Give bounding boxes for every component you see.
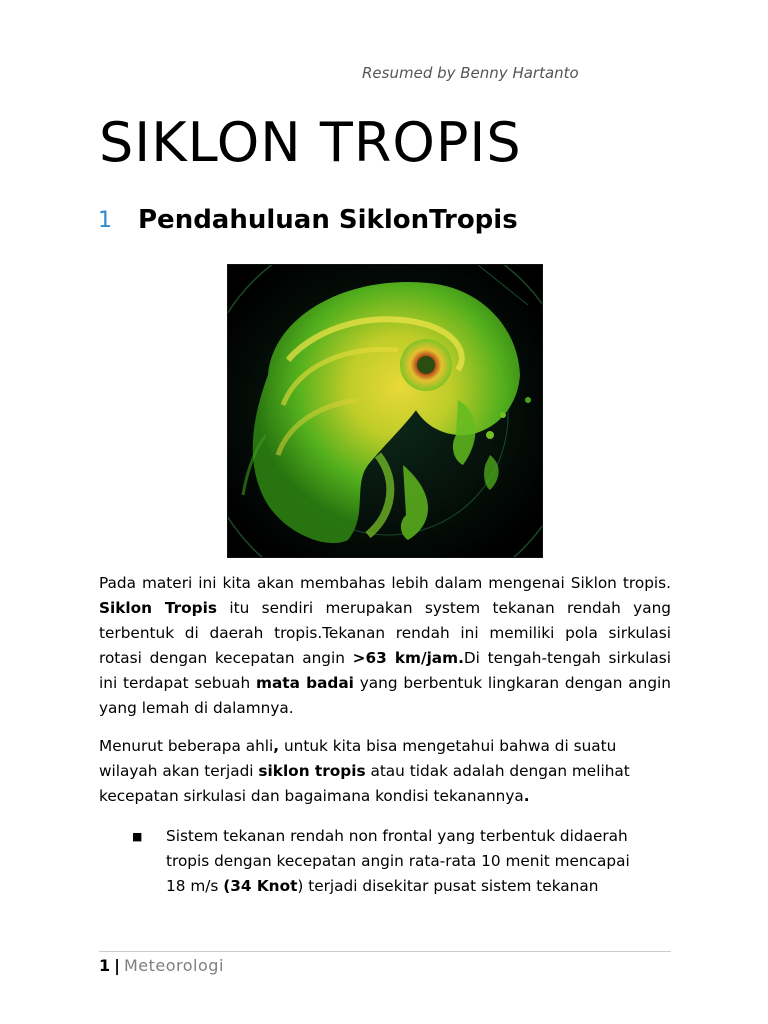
paragraph-bold-text: >63 km/jam. (352, 649, 464, 667)
section-title: Pendahuluan SiklonTropis (138, 205, 518, 235)
paragraph-bold-text: , (273, 737, 280, 755)
paragraph-text: Di tengah-tengah sirkulasi ini terdapat sebuah (99, 649, 671, 692)
footer-label: Meteorologi (123, 956, 224, 975)
bullet-square-icon: ■ (132, 830, 143, 843)
list-item-text: ) terjadi disekitar pusat sistem tekanan (297, 877, 599, 895)
page-footer (99, 956, 224, 975)
paragraph-bold-text: mata badai (256, 674, 354, 692)
section-number: 1 (98, 207, 112, 233)
second-paragraph (99, 734, 671, 809)
paragraph-text: yang berbentuk lingkaran dengan angin yang lemah di dalamnya. (99, 674, 672, 717)
paragraph-text: atau tidak adalah dengan melihat kecepatan sirkulasi dan bagaimana kondisi tekanannya (99, 762, 630, 805)
author-credit: Resumed by Benny Hartanto (362, 64, 579, 82)
list-item-text: Sistem tekanan rendah non frontal yang terbentuk didaerah tropis dengan kecepatan angin rata-rata 10 menit mencapai 18 m/s (166, 827, 630, 895)
bullet-list (132, 824, 652, 899)
paragraph-bold-text: Siklon Tropis (99, 599, 217, 617)
paragraph-bold-text: . (523, 787, 530, 805)
footer-divider (99, 951, 671, 952)
document-title: SIKLON TROPIS (99, 111, 522, 174)
paragraph-text: untuk kita bisa mengetahui bahwa di suatu wilayah akan terjadi (99, 737, 617, 780)
paragraph-text: Menurut beberapa ahli (99, 737, 274, 755)
footer-separator: | (114, 956, 120, 975)
section-heading (98, 200, 518, 240)
list-item-bold-text: (34 Knot (223, 877, 298, 895)
paragraph-text: Pada materi ini kita akan membahas lebih dalam mengenai Siklon tropis. (99, 574, 671, 592)
paragraph-text: itu sendiri merupakan system tekanan rendah yang terbentuk di daerah tropis.Tekanan rendah ini memiliki pola sirkulasi rotasi dengan kecepatan angin (99, 599, 671, 667)
list-item (132, 824, 652, 899)
paragraph-bold-text: siklon tropis (258, 762, 366, 780)
radar-image-icon (227, 264, 543, 558)
page-number: 1 (99, 956, 111, 975)
intro-paragraph (99, 571, 671, 721)
